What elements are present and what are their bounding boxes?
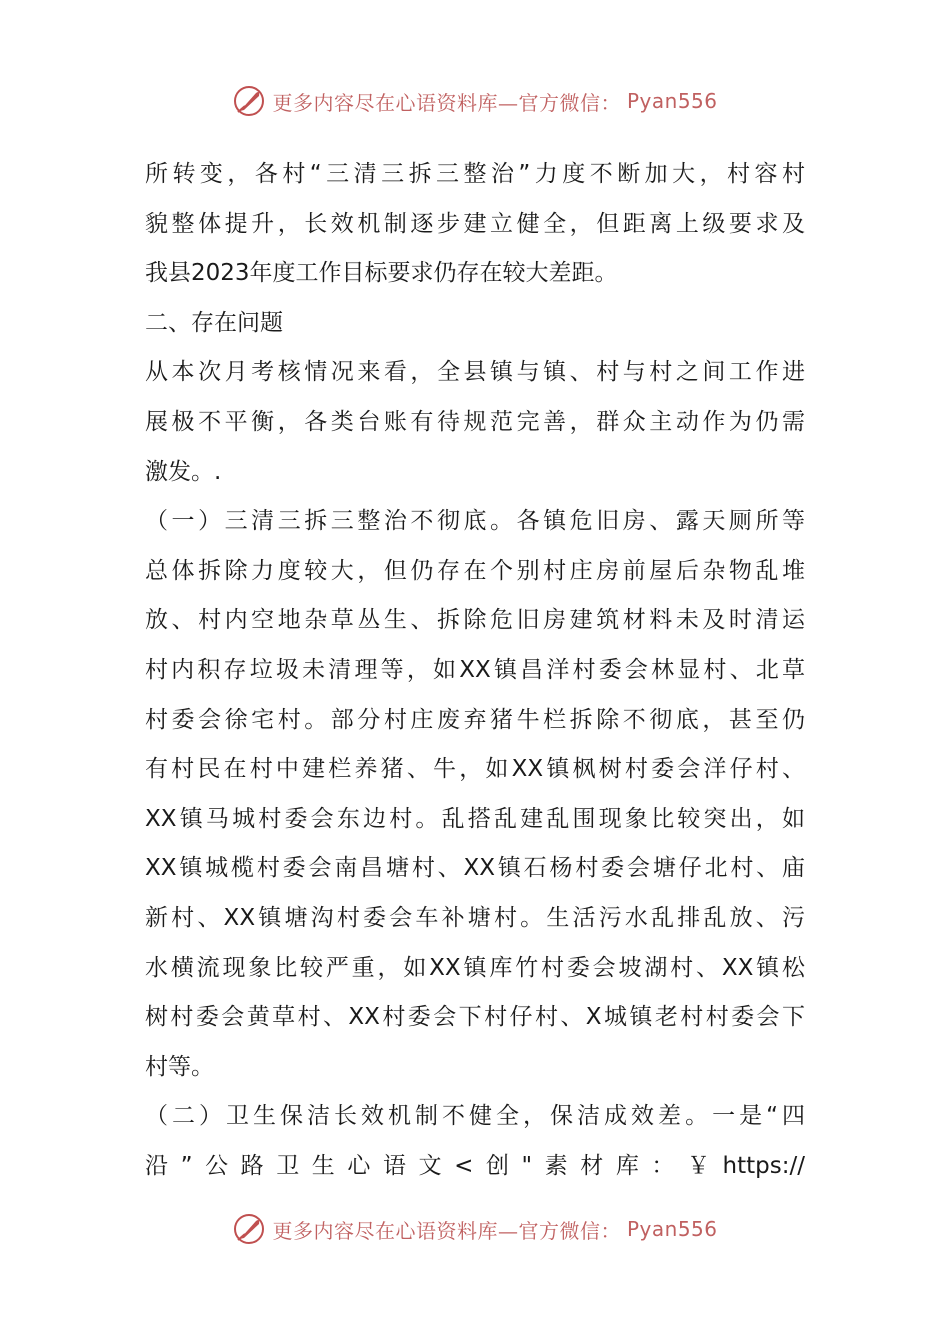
text-line: 从本次月考核情况来看，全县镇与镇、村与村之间工作进 xyxy=(145,359,805,386)
text-line: 水横流现象比较严重，如XX镇库竹村委会坡湖村、XX镇松 xyxy=(145,954,805,981)
text-line: XX镇马城村委会东边村。乱搭乱建乱围现象比较突出，如 xyxy=(145,805,805,832)
text-line: 村内积存垃圾未清理等，如XX镇昌洋村委会林显村、北草 xyxy=(145,656,805,683)
text-line: 新村、XX镇塘沟村委会车补塘村。生活污水乱排乱放、污 xyxy=(145,904,805,931)
text-line: 村委会徐宅村。部分村庄废弃猪牛栏拆除不彻底，甚至仍 xyxy=(145,706,805,733)
text-line: （二）卫生保洁长效机制不健全，保洁成效差。一是“四 xyxy=(145,1103,805,1130)
header-watermark xyxy=(0,84,950,118)
watermark-text: 更多内容尽在心语资料库—官方微信： xyxy=(272,1218,621,1243)
text-line: 放、村内空地杂草丛生、拆除危旧房建筑材料未及时清运 xyxy=(145,607,805,634)
text-line: 树村委会黄草村、XX村委会下村仔村、X城镇老村村委会下 xyxy=(145,1004,805,1031)
text-line: 总体拆除力度较大，但仍存在个别村庄房前屋后杂物乱堆 xyxy=(145,557,805,584)
footer-watermark xyxy=(0,1212,950,1246)
text-line: 村等。 xyxy=(145,1053,214,1080)
text-line: 展极不平衡，各类台账有待规范完善，群众主动作为仍需 xyxy=(145,408,805,435)
feather-logo-icon xyxy=(232,1212,266,1246)
watermark-text: 更多内容尽在心语资料库—官方微信： xyxy=(272,90,621,115)
text-line: 沿”公路卫生心语文<创"素材库：￥https:// xyxy=(145,1152,805,1179)
text-line: 貌整体提升，长效机制逐步建立健全，但距离上级要求及 xyxy=(145,210,805,237)
feather-logo-icon xyxy=(232,84,266,118)
text-line: 激发。. xyxy=(145,458,222,485)
text-line: XX镇城榄村委会南昌塘村、XX镇石杨村委会塘仔北村、庙 xyxy=(145,855,805,882)
watermark-handle: Pyan556 xyxy=(626,1217,718,1241)
text-line: （一）三清三拆三整治不彻底。各镇危旧房、露天厕所等 xyxy=(145,508,805,535)
section-heading: 二、存在问题 xyxy=(145,309,283,336)
text-line: 有村民在村中建栏养猪、牛，如XX镇枫树村委会洋仔村、 xyxy=(145,756,805,783)
document-body xyxy=(145,150,805,1191)
text-line: 所转变，各村“三清三拆三整治”力度不断加大，村容村 xyxy=(145,161,805,187)
watermark-handle: Pyan556 xyxy=(626,89,718,113)
text-line: 我县2023年度工作目标要求仍存在较大差距。 xyxy=(145,260,618,287)
